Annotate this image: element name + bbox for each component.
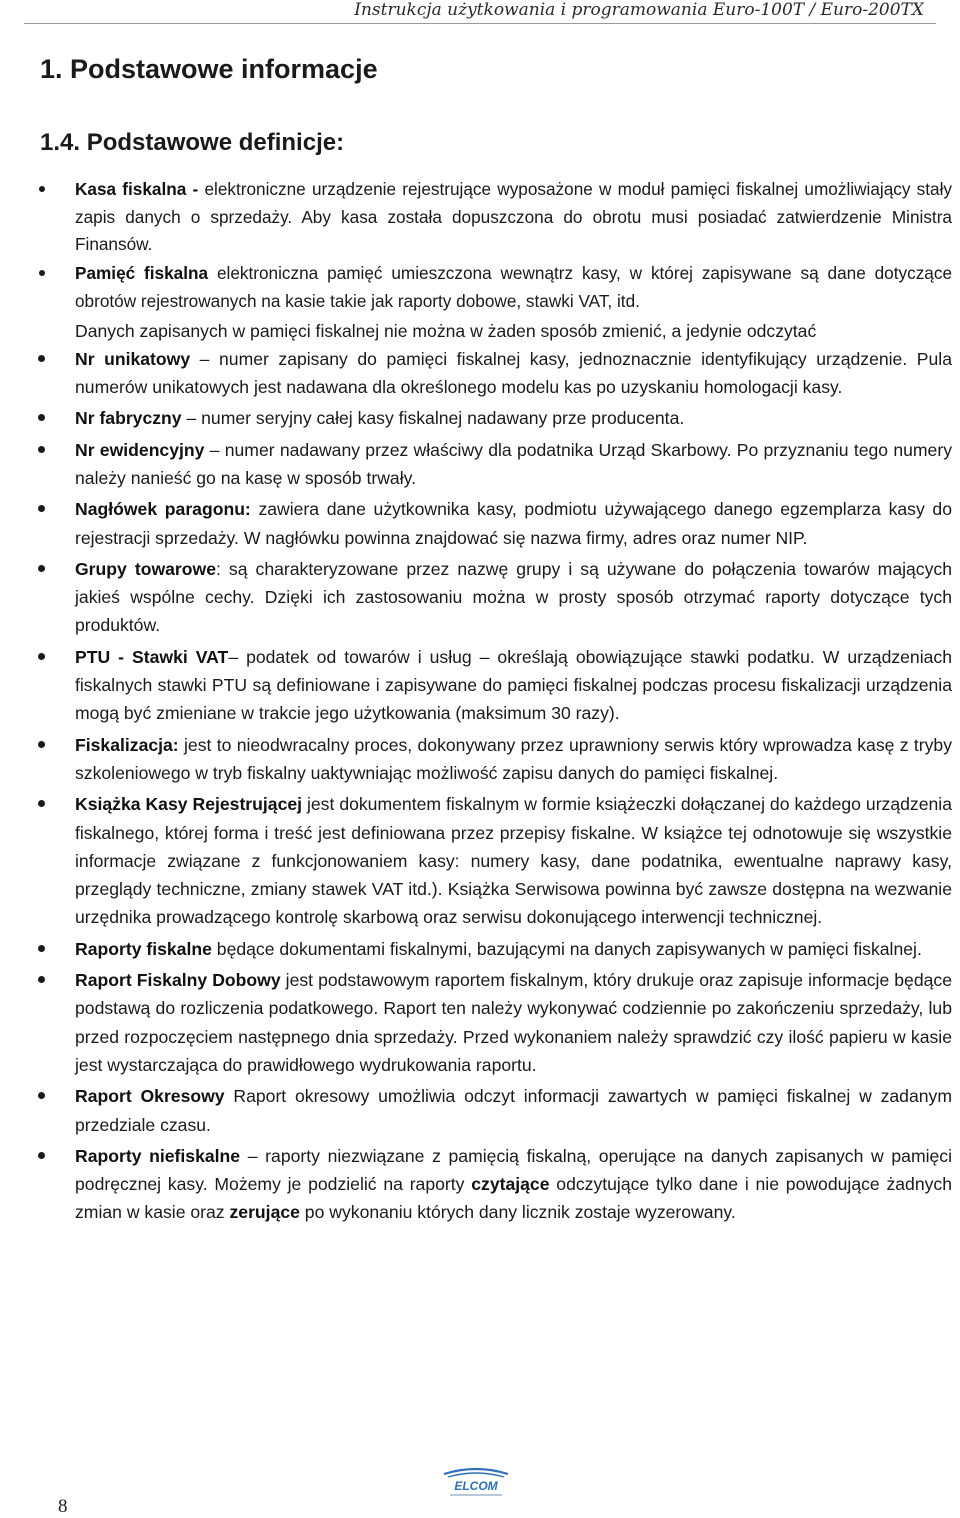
definition-text: – numer seryjny całej kasy fiskalnej nadawany prze producenta. bbox=[181, 408, 685, 429]
definition-text: – podatek od towarów i usług – określają obowiązujące stawki podatku. W urządzeniach fiskalnych stawki PTU są definiowane i zapisywane do pamięci fiskalnej podczas procesu fiskalizacji urządzenia mogą być zmieniane w trakcie jego użytkowania (maksimum 30 razy). bbox=[75, 646, 952, 724]
definition-term: Grupy towarowe bbox=[75, 558, 216, 579]
definition-item bbox=[0, 260, 960, 315]
bullet-icon bbox=[38, 976, 45, 983]
definition-term: Raporty fiskalne bbox=[75, 938, 212, 959]
definition-text: – numer nadawany przez właściwy dla podatnika Urząd Skarbowy. Po przyznaniu tego numery należy nanieść go na kasę w sposób trwały. bbox=[75, 439, 952, 488]
definition-item bbox=[0, 731, 960, 788]
section-title: 1.4. Podstawowe definicje: bbox=[40, 129, 345, 156]
definition-continuation bbox=[0, 317, 960, 345]
definition-text: elektroniczne urządzenie rejestrujące wyposażone w moduł pamięci fiskalnej umożliwiający stały zapis danych o sprzedaży. Aby kasa została dopuszczona do obrotu musi posiadać zatwierdzenie Ministra Finansów. bbox=[75, 179, 952, 255]
page-number: 8 bbox=[58, 1496, 68, 1517]
definition-term: Nr unikatowy bbox=[75, 348, 191, 369]
elcom-logo bbox=[438, 1466, 514, 1500]
bullet-icon bbox=[38, 800, 45, 807]
definition-text: – numer zapisany do pamięci fiskalnej kasy, jednoznacznie identyfikujący urządzenie. Pula numerów unikatowych jest nadawana dla określonego modelu kas po uzyskaniu homologacji kasy. bbox=[75, 348, 952, 398]
definition-item bbox=[0, 345, 960, 402]
definition-text: zawiera dane użytkownika kasy, podmiotu używającego danego egzemplarza kasy do rejestracji sprzedaży. W nagłówku powinna znajdować się nazwa firmy, adres oraz numer NIP. bbox=[75, 499, 952, 548]
definition-text: – raporty niezwiązane z pamięcią fiskalną, operujące na danych zapisanych w pamięci podręcznej kasy. Możemy je podzielić na raporty bbox=[75, 1145, 952, 1195]
definition-item bbox=[0, 643, 960, 728]
bullet-icon bbox=[38, 355, 45, 362]
definition-text: : są charakteryzowane przez nazwę grupy i są używane do połączenia towarów mających jakieś wspólne cechy. Dzięki ich zastosowaniu można w prosty sposób otrzymać raporty dotyczące tych produktów. bbox=[75, 558, 952, 636]
definition-term: Raport Okresowy bbox=[75, 1086, 225, 1107]
definition-text: odczytujące tylko dane i nie powodujące żadnych zmian w kasie oraz bbox=[75, 1174, 952, 1223]
definition-item bbox=[0, 790, 960, 931]
definition-term: Nr fabryczny bbox=[75, 408, 182, 429]
definition-inline-bold: czytające bbox=[471, 1174, 550, 1195]
definition-item bbox=[0, 555, 960, 640]
definitions-list bbox=[0, 176, 960, 1227]
definition-text: jest podstawowym raportem fiskalnym, który drukuje oraz zapisuje informacje będące podstawą do rozliczenia podatkowego. Raport ten należy wykonywać codziennie po zakończeniu sprzedaży, lub przed rozpoczęciem następnego dnia sprzedaży. Przed wykonaniem należy sprawdzić czy ilość papieru w kasie jest wystarczająca do prawidłowego wydrukowania raportu. bbox=[75, 970, 952, 1075]
bullet-icon bbox=[38, 945, 45, 952]
definition-term: PTU - Stawki VAT bbox=[75, 646, 229, 667]
definition-item bbox=[0, 935, 960, 963]
definition-text: po wykonaniu których dany licznik zostaje wyzerowany. bbox=[299, 1202, 736, 1223]
definition-inline-bold: zerujące bbox=[229, 1202, 300, 1223]
definition-item bbox=[0, 436, 960, 493]
definition-item bbox=[0, 1142, 960, 1227]
definition-term: Pamięć fiskalna bbox=[75, 263, 209, 284]
definition-term: Nagłówek paragonu: bbox=[75, 499, 251, 520]
definition-item bbox=[0, 176, 960, 259]
definition-text: jest dokumentem fiskalnym w formie książeczki dołączanej do każdego urządzenia fiskalnego, której forma i treść jest definiowana przez przepisy fiskalne. W książce tej odnotowuje się wszystkie informacje związane z funkcjonowaniem kasy: numery kasy, dane podatnika, ewentualne naprawy kasy, przeglądy techniczne, zmiany stawek VAT itd.). Książka Serwisowa powinna być zawsze dostępna na wezwanie urzędnika prowadzącego kontrolę skarbową oraz serwisu dokonującego interwencji technicznej. bbox=[75, 794, 952, 928]
bullet-icon bbox=[38, 1092, 45, 1099]
bullet-icon bbox=[38, 565, 45, 572]
definition-item bbox=[0, 495, 960, 552]
definition-text: elektroniczna pamięć umieszczona wewnątrz kasy, w której zapisywane są dane dotyczące obrotów rejestrowanych na kasie takie jak raporty dobowe, stawki VAT, itd. bbox=[75, 263, 953, 311]
logo-underline bbox=[450, 1494, 502, 1496]
definition-item bbox=[0, 1082, 960, 1139]
definition-item bbox=[0, 404, 960, 432]
definition-term: Książka Kasy Rejestrującej bbox=[75, 794, 303, 815]
definition-term: Raporty niefiskalne bbox=[75, 1145, 241, 1166]
bullet-icon bbox=[38, 741, 45, 748]
definition-text: będące dokumentami fiskalnymi, bazującymi na danych zapisywanych w pamięci fiskalnej. bbox=[211, 938, 922, 959]
bullet-icon bbox=[38, 653, 45, 660]
bullet-icon bbox=[38, 1152, 45, 1159]
logo-arc bbox=[448, 1473, 504, 1477]
definition-text: Raport okresowy umożliwia odczyt informacji zawartych w pamięci fiskalnej w zadanym przedziale czasu. bbox=[75, 1086, 952, 1135]
definition-term: Nr ewidencyjny bbox=[75, 439, 205, 460]
definition-text: jest to nieodwracalny proces, dokonywany przez uprawniony serwis który wprowadza kasę z tryby szkoleniowego w tryb fiskalny uaktywniając możliwość zapisu danych do pamięci fiskalnej. bbox=[75, 734, 952, 783]
bullet-icon bbox=[38, 414, 45, 421]
chapter-title: 1. Podstawowe informacje bbox=[40, 54, 378, 84]
definition-term: Kasa fiskalna - bbox=[75, 179, 199, 199]
bullet-icon bbox=[39, 186, 45, 192]
document-header-title: Instrukcja użytkowania i programowania Euro-100T / Euro-200TX bbox=[354, 0, 924, 20]
definition-term: Raport Fiskalny Dobowy bbox=[75, 970, 281, 991]
header-divider bbox=[24, 23, 936, 24]
logo-text: ELCOM bbox=[454, 1479, 498, 1493]
definition-term: Fiskalizacja: bbox=[75, 734, 179, 755]
bullet-icon bbox=[39, 270, 45, 276]
bullet-icon bbox=[38, 446, 45, 453]
definition-text: Danych zapisanych w pamięci fiskalnej nie można w żaden sposób zmienić, a jedynie odczytać bbox=[75, 320, 817, 341]
definition-item bbox=[0, 966, 960, 1079]
bullet-icon bbox=[38, 505, 45, 512]
